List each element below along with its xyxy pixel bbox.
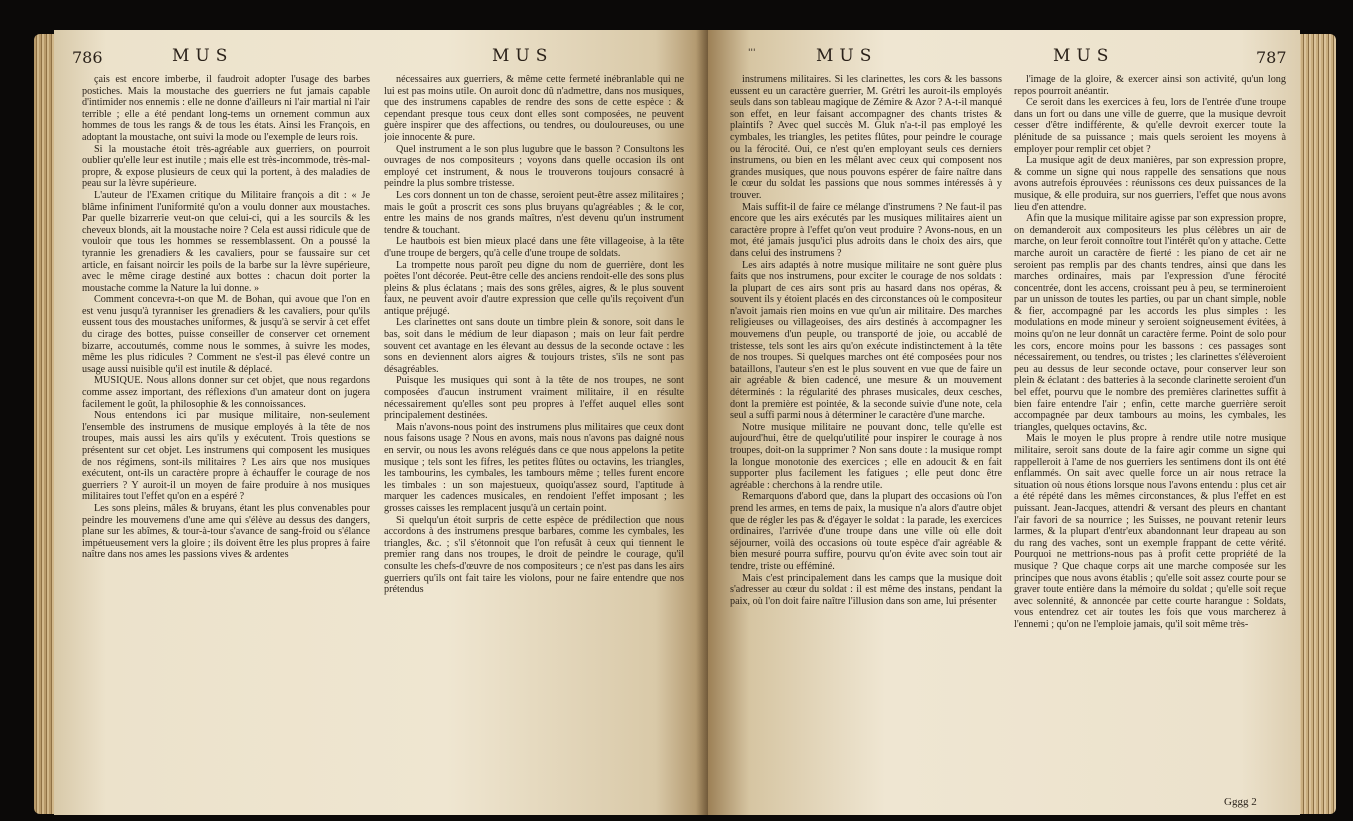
page-number-right: 787 — [1256, 48, 1287, 67]
paragraph: Les clarinettes ont sans doute un timbre plein & sonore, soit dans le bas, soit dans le médium de leur diapason ; mais on leur fait perdre souvent cet avantage en les élevant au dessus de la seconde octave : les sons en deviennent alors aigres & toujours tristes, s'ils ne sont pas désagréables. — [384, 317, 684, 375]
paragraph: çais est encore imberbe, il faudroit adopter l'usage des barbes postiches. Mais la moustache des guerriers ne fut jamais capable d'intimider nos ennemis : elle ne donne d'ailleurs ni l'air martial ni l'air terrible ; elle a été pendant long-tems un ornement commun aux hommes de tous les rangs & de tous les états. Ainsi les François, en adoptant la moustache, ont suivi la mode ou l'exemple de leurs rois. — [82, 74, 370, 143]
paragraph: Nous entendons ici par musique militaire, non-seulement l'ensemble des instrumens de musique employés à la tête de nos troupes, mais aussi les airs qu'ils y exécutent. Trois questions se présentent sur cet objet. Les instrumens qui composent les musiques de nos régimens, sont-ils militaires ? Les airs que nos musiques exécutent, ont-ils un caractère propre à échauffer le courage de nos guerriers ? Y auroit-il un moyen de faire produire à nos musiques militaires tout l'effet qu'on en a espéré ? — [82, 410, 370, 503]
running-header-right-2: MUS — [1053, 46, 1115, 66]
right-page-edges — [1296, 34, 1336, 814]
ornament-mark: ''' — [748, 48, 756, 58]
paragraph: Comment concevra-t-on que M. de Bohan, qui avoue que l'on en est venu jusqu'à tyranniser les grenadiers & les cavaliers, pour qu'ils eussent tous des moustaches uniformes, & jusqu'à se servir à cet effet du cirage des bottes, puisse conseiller de conserver cet ornement bizarre, accoutumés, comme nous le sommes, à suivre les modes, même les plus ridicules ? Comment ne s'est-il pas élevé contre un usage aussi nuisible qu'il est inutile & déplacé. — [82, 294, 370, 375]
left-column-1 — [82, 74, 370, 802]
running-header-right-1: MUS — [816, 46, 878, 66]
paragraph: l'image de la gloire, & exercer ainsi son activité, qu'un long repos pourroit anéantir. — [1014, 74, 1286, 97]
paragraph: L'auteur de l'Examen critique du Militaire françois a dit : « Je blâme infiniment l'uniformité qu'on a voulu donner aux moustaches. Par quelle bizarrerie veut-on que celui-ci, qui a les sourcils & les cheveux blonds, ait la moustache noire ? Cela est aussi ridicule que de vouloir que tous les hommes se ressemblassent. On a poussé la tyrannie les grenadiers & les cavaliers, pour se faussaire sur cet article, en faisant noircir les poils de la barbe sur la lèvre supérieure, avec le même cirage destiné aux bottes : chacun doit porter la moustache comme la Nature la lui donne. » — [82, 189, 370, 294]
paragraph: Les sons pleins, mâles & bruyans, étant les plus convenables pour peindre les mouvemens d'une ame qui s'élève au dessus des dangers, plane sur les abîmes, & tour-à-tour s'avance de sang-froid ou s'élance impétueusement vers la gloire ; ils doivent être les plus propres à faire naître dans nos ames les passions vives & ardentes — [82, 502, 370, 561]
left-page — [54, 30, 708, 815]
running-header-left-1: MUS — [172, 46, 234, 66]
running-header-left-2: MUS — [492, 46, 554, 66]
paragraph: Mais le moyen le plus propre à rendre utile notre musique militaire, seroit sans doute de la faire agir comme un signe qui rappelleroit à l'ame de nos guerriers les sentimens dont ils ont été enflammés. On sait avec quelle force un air nous retrace la situation où nous étions lorsque nous l'avons entendu : plus cet air a été répété dans les mêmes circonstances, & plus l'effet en est puissant. Jean-Jacques, attendri & versant des pleurs en chantant l'air favori de sa nourrice ; les Suisses, ne pouvant retenir leurs larmes, & la plupart d'entr'eux abandonnant leur drapeau au son du rang des vaches, sont un exemple frappant de cette vérité. Pourquoi ne mettrions-nous pas à profit cette propriété de la musique ? Que chaque corps ait une marche composée sur les principes que nous avons établis ; qu'elle soit assez courte pour se graver toute entière dans la mémoire du soldat ; qu'elle soit reçue avec solennité, & annoncée par cette courte harangue : Soldats, vous entendrez cet air toutes les fois que vous marcherez à l'ennemi ; qu'on ne l'emploie jamais, qu'il soit même très- — [1014, 433, 1286, 630]
left-column-2 — [384, 74, 684, 802]
paragraph: Ce seroit dans les exercices à feu, lors de l'entrée d'une troupe dans un fort ou dans une ville de guerre, que la musique devroit cesser d'être indifférente, & qu'elle devroit exercer toute la plénitude de sa puissance ; mais quels seroient les moyens à employer pour remplir cet objet ? — [1014, 97, 1286, 155]
paragraph: Les airs adaptés à notre musique militaire ne sont guère plus faits que nos instrumens, pour exciter le courage de nos soldats : la plupart de ces airs sont pris au hasard dans nos opéras, & souvent ils y étoient placés en des circonstances où le compositeur n'avoit jamais rien moins en vue qu'un air militaire. Des marches religieuses ou villageoises, des airs destinés à accompagner les mouvemens d'un peuple, ou transporté de joie, ou accablé de tristesse, tels sont les airs qu'on exécute indistinctement à la tête de nos troupes. Si quelques marches ont été composées pour nos bataillons, l'auteur s'en est le plus souvent en vue que de faire un air agréable & bien cadencé, une mesure & un mouvement déterminés : la régularité des phrases musicales, deux cesches, dont la première est pointée, & la seconde suivie d'une note, cela seul a suffi parmi nous à déterminer le caractère d'une marche. — [730, 259, 1002, 422]
right-column-1 — [730, 74, 1002, 802]
paragraph: instrumens militaires. Si les clarinettes, les cors & les bassons eussent eu un caractère guerrier, M. Grétri les auroit-ils employés seuls dans son tableau magique de Zémire & Azor ? A-t-il manqué son effet, en leur faisant accompagner des chants tristes & plaintifs ? Avec quel succès M. Gluk n'a-t-il pas employé les cymbales, les triangles, les petites flûtes, pour peindre le courage ou la férocité. Oui, ce n'est qu'en employant seuls ces derniers instrumens, ou bien en les mêlant avec ceux qui composent nos grandes musiques, que nous pouvons espérer de faire naître dans le cœur du soldat les passions que nous sommes intéressés à y trouver. — [730, 74, 1002, 201]
paragraph: Mais n'avons-nous point des instrumens plus militaires que ceux dont nous faisons usage ? Nous en avons, mais nous n'avons pas daigné nous en servir, ou nous les avons relégués dans ce que nous appelons la petite musique ; tels sont les fifres, les petites flûtes ou octavins, les triangles, les tambourins, les cymbales, les tambours même ; telles furent encore les timbales : un son majestueux, quoiqu'assez sourd, l'aptitude à marquer les cadences musicales, en rendoient l'effet imposant ; les grosses caisses les remplacent jusqu'à un certain point. — [384, 421, 684, 514]
paragraph: Si la moustache étoit très-agréable aux guerriers, on pourroit oublier qu'elle leur est inutile ; mais elle est très-incommode, très-mal-propre, & expose plusieurs de ceux qui la portent, à des maladies de peau sur la lèvre supérieure. — [82, 143, 370, 190]
signature-mark: Gggg 2 — [1224, 796, 1257, 808]
paragraph: Si quelqu'un étoit surpris de cette espèce de prédilection que nous accordons à des instrumens presque barbares, comme les cymbales, les triangles, &c. ; s'il s'étonnoit que l'on refusât à ceux qui tiennent le premier rang dans nos troupes, le droit de peindre le courage, qu'il consulte les chefs-d'œuvre de nos compositeurs ; ce n'est pas dans les airs guerriers qu'ils ont fait taire les violons, pour ne faire entendre que nos prétendus — [384, 514, 684, 596]
paragraph: nécessaires aux guerriers, & même cette fermeté inébranlable qui ne lui est pas moins utile. On auroit donc dû n'admettre, dans nos musiques, que des instrumens capables de rendre des sons de cette espèce : & cependant presque tous ceux dont elles sont composées, ne peuvent guère inspirer que des affections, ou tendres, ou douloureuses, ou une joie innocente & pure. — [384, 74, 684, 143]
paragraph: Afin que la musique militaire agisse par son expression propre, on demanderoit aux compositeurs les plus célèbres un air de marche, on leur feroit connoître tout l'intérêt qu'on y attache. Cette marche auroit un caractère de fierté : les piano de cet air ne seroient pas remplis par des chants tendres, ainsi que dans les marches ordinaires, mais par l'expression d'une férocité concentrée, dont les accens, croissant peu à peu, se termineroient par un unisson de toutes les parties, ou par un chant simple, noble & fier, accompagné par les accords les plus simples : les modulations en mode mineur y seroient soigneusement évitées, à moins qu'on ne leur donnât un caractère ferme. Point de solo pour les cors, encore moins pour les bassons : ces passages sont nécessairement, ou tendres, ou tristes ; les clarinettes s'élèveroient peu au dessus de leur seconde octave, pour conserver leur son plein & éclatant : des batteries à la seconde clarinette seroient d'un bel effet, pourvu que le nombre des premières clarinettes suffit à bien faire entendre l'air ; enfin, cette marche guerrière seroit accompagnée par deux tambours au moins, les cymbales, les triangles, quelques octavins, &c. — [1014, 213, 1286, 433]
right-page — [708, 30, 1300, 815]
paragraph: Les cors donnent un ton de chasse, seroient peut-être assez militaires ; mais le goût a proscrit ces sons plus bruyans qu'agréables ; & le cor, entre les mains de nos grands maîtres, n'est devenu qu'un instrument tendre & touchant. — [384, 189, 684, 236]
paragraph: La musique agit de deux manières, par son expression propre, & comme un signe qui nous rappelle des sensations que nous avons autrefois éprouvées : réunissons ces deux puissances de la musique, & elle produira, sur nos guerriers, l'effet que nous avons lieu d'en attendre. — [1014, 155, 1286, 213]
paragraph: Remarquons d'abord que, dans la plupart des occasions où l'on prend les armes, en tems de paix, la musique n'a alors d'autre objet que de régler les pas & d'égayer le soldat : la parade, les exercices ordinaires, l'arrivée d'une troupe dans une ville où elle doit séjourner, voilà des occasions où toute espèce d'air agréable & bien mesuré pourra suffire, pourvu qu'on évite avec soin tout air tendre, triste ou efféminé. — [730, 491, 1002, 572]
paragraph: Mais suffit-il de faire ce mélange d'instrumens ? Ne faut-il pas encore que les airs exécutés par les musiques militaires aient un caractère propre à l'effet qu'on veut produire ? Avons-nous, en un mot, été jamais jusqu'ici plus adroits dans le choix des airs, que dans celui des instrumens ? — [730, 201, 1002, 259]
paragraph: Puisque les musiques qui sont à la tête de nos troupes, ne sont composées d'aucun instrument vraiment militaire, il en résulte nécessairement qu'elles sont peu propres à l'effet auquel elles sont principalement destinées. — [384, 375, 684, 422]
paragraph: MUSIQUE. Nous allons donner sur cet objet, que nous regardons comme assez important, des réflexions d'un amateur dont on jugera facilement le goût, la philosophie & les connoissances. — [82, 375, 370, 410]
paragraph: Mais c'est principalement dans les camps que la musique doit s'adresser au cœur du soldat : il est même des instans, pendant la paix, où l'on doit faire naître l'illusion dans son ame, lui présenter — [730, 572, 1002, 607]
page-number-left: 786 — [72, 48, 103, 67]
paragraph: Quel instrument a le son plus lugubre que le basson ? Consultons les ouvrages de nos compositeurs ; voyons dans quelle occasion ils ont employé cet instrument, & nous le trouverons toujours consacré à peindre la plus sombre tristesse. — [384, 143, 684, 190]
paragraph: Le hautbois est bien mieux placé dans une fête villageoise, à la tête d'une troupe de bergers, qu'à celle d'une troupe de soldats. — [384, 236, 684, 259]
open-book — [14, 10, 1339, 815]
paragraph: La trompette nous paroît peu digne du nom de guerrière, dont les poëtes l'ont décorée. Peut-être celle des anciens rendoit-elle des sons plus pleins & plus éclatans ; mais des sons grêles, aigres, & le plus souvent faux, ne peuvent avoir d'autre expression que celle qu'ils reçoivent d'un antique préjugé. — [384, 259, 684, 317]
right-column-2 — [1014, 74, 1286, 796]
paragraph: Notre musique militaire ne pouvant donc, telle qu'elle est aujourd'hui, être de quelqu'utilité pour inspirer le courage à nos troupes, doit-on la supprimer ? Non sans doute : la musique rompt la longue monotonie des exercices ; elle en adoucit & en fait supporter plus facilement les fatigues ; elle peut donc être agréable : cherchons à la rendre utile. — [730, 421, 1002, 491]
